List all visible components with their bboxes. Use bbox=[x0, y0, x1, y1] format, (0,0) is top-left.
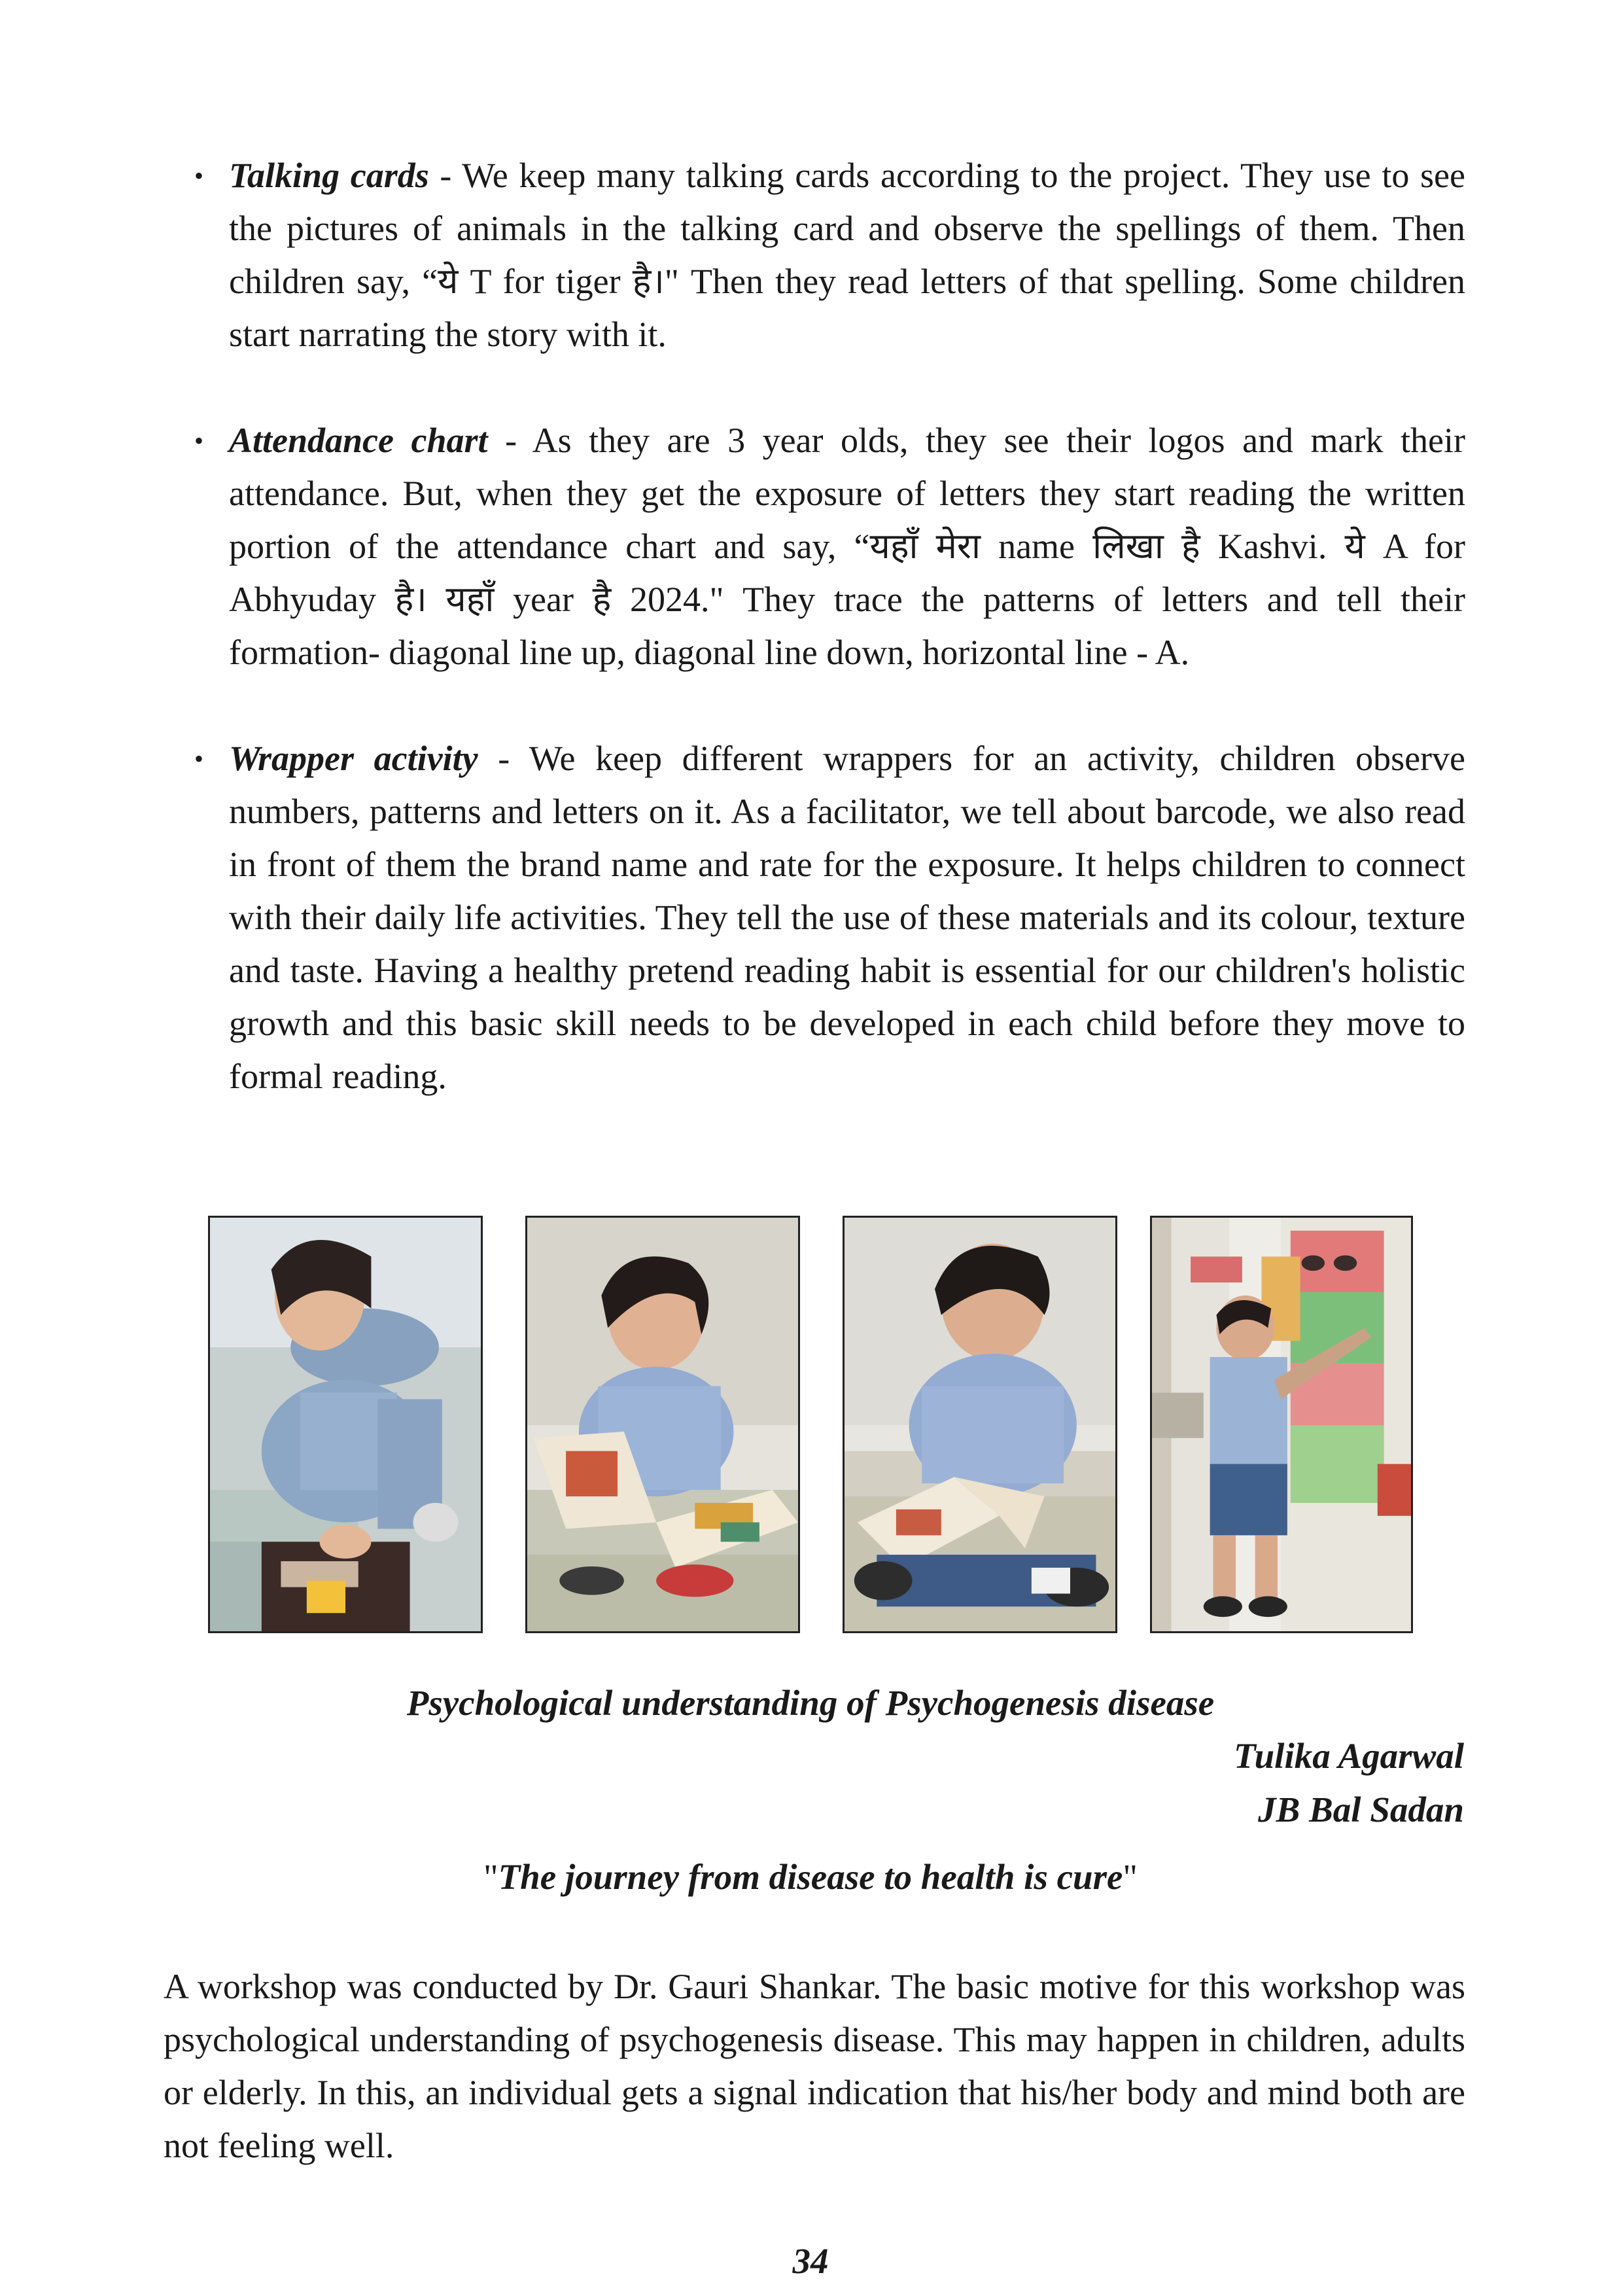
author-organization: JB Bal Sadan bbox=[1258, 1790, 1464, 1829]
quote-open-mark: " bbox=[483, 1857, 498, 1897]
quote-close-mark: " bbox=[1123, 1857, 1138, 1897]
bullet-term: Talking cards bbox=[229, 156, 429, 195]
page-number: 34 bbox=[792, 2241, 829, 2281]
bullet-talking-cards bbox=[164, 149, 1465, 361]
bullet-text: - We keep different wrappers for an activity, children observe numbers, patterns and letters on it. As a facilitator, we tell about barcode, we also read in front of them the brand name and rate for the exposure. It helps children to connect with their daily life activities. They tell the use of these materials and its colour, texture and taste. Having a healthy pretend reading habit is essential for our children's holistic growth and this basic skill needs to be developed in each child before they move to formal reading. bbox=[229, 739, 1466, 1096]
quote bbox=[0, 1854, 1621, 1900]
bullet-term: Wrapper activity bbox=[229, 739, 478, 778]
quote-text: The journey from disease to health is cure bbox=[498, 1857, 1123, 1897]
bullet-text: - We keep many talking cards according to the project. They use to see the pictures of animals in the talking card and observe the spellings of them. Then children say, “ये T for tiger है।" Then they read letters of that spelling. Some children start narrating the story with it. bbox=[229, 156, 1465, 354]
photo-boy-reading-book-image bbox=[845, 1218, 1115, 1631]
bullet-text: - As they are 3 year olds, they see their logos and mark their attendance. But, when they get the exposure of letters they start reading the written portion of the attendance chart and say, “यहाँ मेरा name लिखा है Kashvi. ये A for Abhyuday है। यहाँ year है 2024." They trace the patterns of letters and tell their formation- diagonal line up, diagonal line down, horizontal line - A. bbox=[229, 421, 1465, 672]
article-title: Psychological understanding of Psychogenesis disease bbox=[406, 1683, 1215, 1723]
activity-list bbox=[164, 149, 1465, 1103]
photo-child-with-wrapper bbox=[208, 1216, 483, 1633]
photo-girl-reading-book-image bbox=[527, 1218, 798, 1631]
photo-girl-reading-book bbox=[525, 1216, 800, 1633]
bullet-attendance-chart bbox=[164, 414, 1465, 679]
photo-child-with-wrapper-image bbox=[210, 1218, 481, 1631]
photo-child-at-wall-chart-image bbox=[1152, 1218, 1411, 1631]
photo-child-at-wall-chart bbox=[1150, 1216, 1413, 1633]
bullet-dot: • bbox=[194, 744, 204, 773]
bullet-wrapper-activity bbox=[164, 732, 1465, 1103]
intro-paragraph: A workshop was conducted by Dr. Gauri Shankar. The basic motive for this workshop was psychological understanding of psychogenesis disease. This may happen in children, adults or elderly. In this, an individual gets a signal indication that his/her body and mind both are not feeling well. bbox=[164, 1967, 1465, 2165]
photo-boy-reading-book bbox=[843, 1216, 1117, 1633]
bullet-dot: • bbox=[194, 161, 204, 190]
author-name: Tulika Agarwal bbox=[1234, 1736, 1464, 1776]
bullet-dot: • bbox=[194, 426, 204, 455]
bullet-term: Attendance chart bbox=[229, 421, 488, 460]
